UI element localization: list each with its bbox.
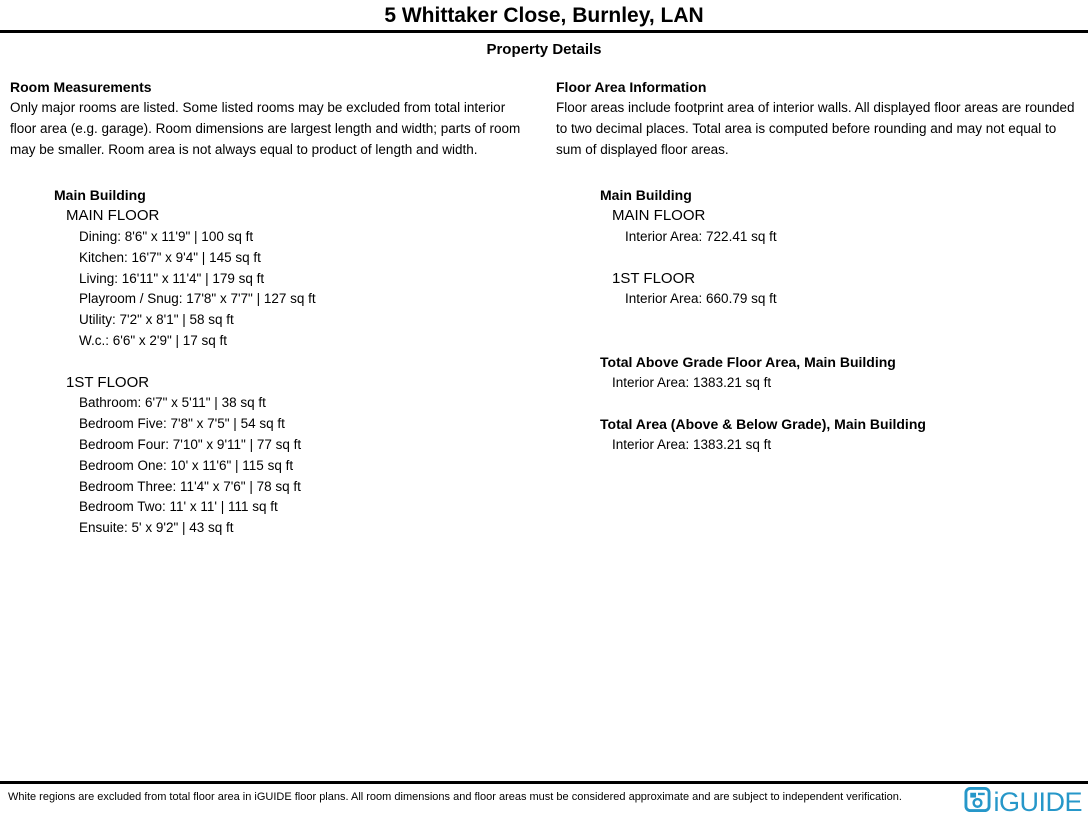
floor-name: 1ST FLOOR: [66, 373, 150, 391]
total-label: Total Area (Above & Below Grade), Main Building: [600, 416, 926, 433]
iguide-camera-icon: [964, 786, 991, 818]
page-subtitle: Property Details: [486, 41, 602, 58]
disclaimer-text: White regions are excluded from total floor area in iGUIDE floor plans. All room dimensions and floor areas must be considered approximate and are subject to independent verification.: [8, 791, 902, 803]
building-name: Main Building: [54, 187, 146, 204]
floor-name: MAIN FLOOR: [612, 207, 706, 225]
total-above-below-grade: [556, 414, 1080, 456]
building-name: Main Building: [600, 187, 692, 204]
floor-1st-floor: [66, 373, 525, 539]
interior-area-line: Interior Area: 660.79 sq ft: [625, 291, 777, 307]
room-line: W.c.: 6'6" x 2'9" | 17 sq ft: [79, 332, 228, 348]
room-line: Dining: 8'6" x 11'9" | 100 sq ft: [79, 228, 254, 244]
room-line: Kitchen: 16'7" x 9'4" | 145 sq ft: [79, 249, 261, 265]
iguide-logo-text: iGUIDE: [993, 786, 1082, 817]
room-line: Bathroom: 6'7" x 5'11" | 38 sq ft: [79, 395, 266, 411]
room-line: Playroom / Snug: 17'8" x 7'7" | 127 sq ft: [79, 291, 316, 307]
room-measurements-section: [0, 77, 544, 539]
floor-name: MAIN FLOOR: [66, 207, 160, 225]
room-line: Utility: 7'2" x 8'1" | 58 sq ft: [79, 312, 234, 328]
total-label: Total Above Grade Floor Area, Main Building: [600, 353, 896, 370]
footer-divider: [0, 781, 1088, 784]
interior-area-line: Interior Area: 722.41 sq ft: [625, 228, 777, 244]
room-line: Bedroom Five: 7'8" x 7'5" | 54 sq ft: [79, 416, 285, 432]
interior-area-line: Interior Area: 1383.21 sq ft: [612, 374, 772, 390]
room-line: Living: 16'11" x 11'4" | 179 sq ft: [79, 270, 265, 286]
room-line: Bedroom Two: 11' x 11' | 111 sq ft: [79, 499, 278, 515]
iguide-logo: [964, 786, 1082, 818]
floor-area-heading: Floor Area Information: [556, 79, 707, 95]
room-measurements-description: Only major rooms are listed. Some listed rooms may be excluded from total interior floor area (e.g. garage). Room dimensions are largest length and width; parts of room may be smaller. Room area is not always equal to product of length and width.: [10, 100, 521, 157]
room-line: Bedroom Four: 7'10" x 9'11" | 77 sq ft: [79, 436, 302, 452]
floor-area-building: [556, 185, 1080, 310]
content-columns: [0, 77, 1088, 539]
total-above-grade: [556, 352, 1080, 394]
floor-area-description: Floor areas include footprint area of interior walls. All displayed floor areas are rounded to two decimal places. Total area is computed before rounding and may not equal to sum of displayed floor areas.: [556, 100, 1075, 157]
interior-area-line: Interior Area: 1383.21 sq ft: [612, 436, 772, 452]
room-line: Bedroom One: 10' x 11'6" | 115 sq ft: [79, 457, 294, 473]
header-divider: [0, 30, 1088, 33]
room-measurements-heading: Room Measurements: [10, 79, 152, 95]
room-line: Ensuite: 5' x 9'2" | 43 sq ft: [79, 520, 234, 536]
room-measurements-building: [10, 185, 525, 539]
page-header: [0, 0, 1088, 59]
floor-area-section: [544, 77, 1088, 539]
room-line: Bedroom Three: 11'4" x 7'6" | 78 sq ft: [79, 478, 301, 494]
floor-main-floor-area: [612, 206, 1080, 248]
floor-1st-floor-area: [612, 269, 1080, 311]
floor-name: 1ST FLOOR: [612, 269, 696, 287]
floor-main-floor: [66, 206, 525, 352]
page-title: 5 Whittaker Close, Burnley, LAN: [384, 4, 704, 27]
